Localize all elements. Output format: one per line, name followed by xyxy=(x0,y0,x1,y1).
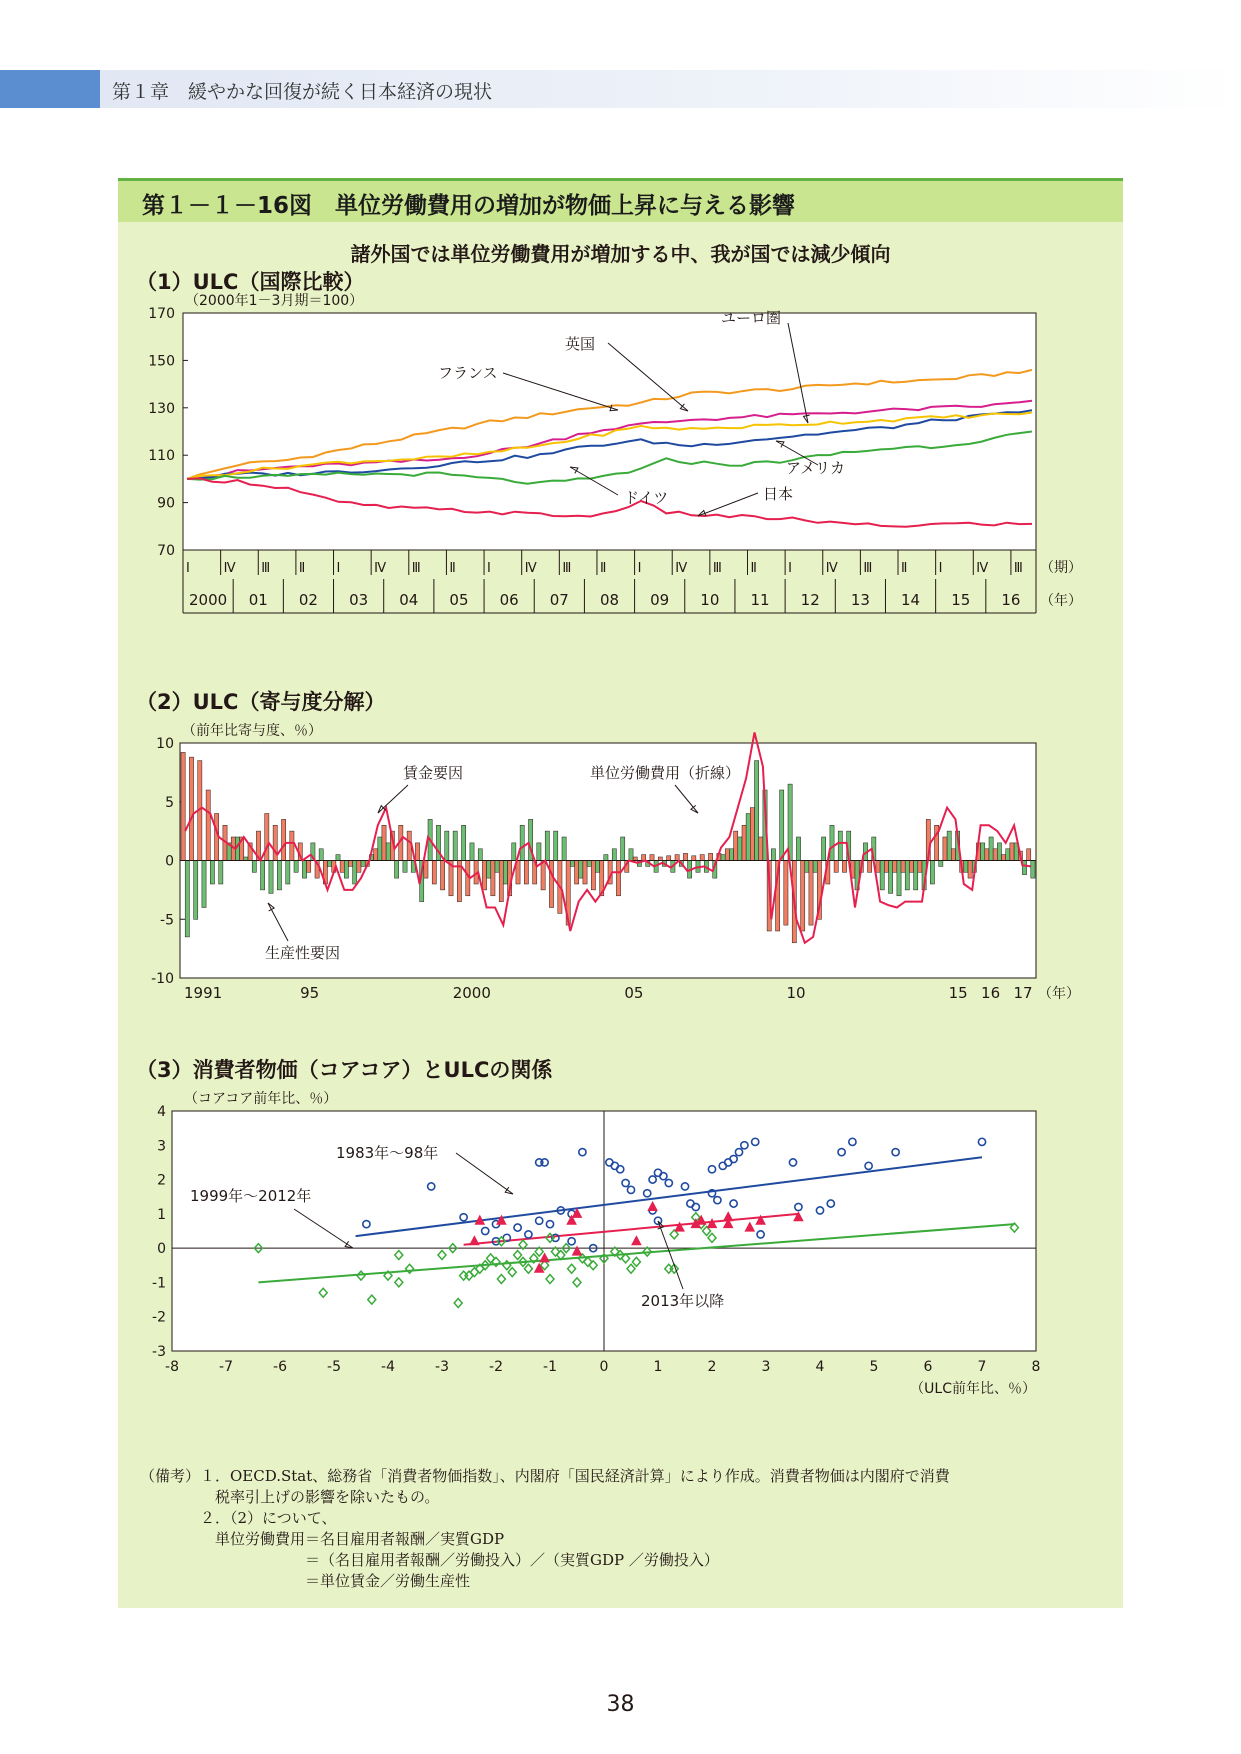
wage-bar xyxy=(189,757,193,860)
productivity-bar xyxy=(587,861,591,867)
year-label: 09 xyxy=(650,591,670,609)
annotation-1983-98: 1983年～98年 xyxy=(336,1144,439,1162)
wage-bar xyxy=(909,861,913,873)
quarter-unit: （期） xyxy=(1040,560,1082,576)
y-tick-label: 110 xyxy=(148,448,175,465)
wage-bar xyxy=(809,861,813,926)
productivity-bar xyxy=(1006,849,1010,861)
year-unit: （年） xyxy=(1040,593,1082,609)
year-label: 14 xyxy=(901,591,921,609)
wage-bar xyxy=(834,861,838,873)
wage-bar xyxy=(349,861,353,867)
year-label: 13 xyxy=(850,591,870,609)
wage-bar xyxy=(918,861,922,873)
x-unit: （年） xyxy=(1038,986,1080,1002)
series-label: ドイツ xyxy=(624,489,669,507)
series-label: フランス xyxy=(438,364,498,382)
wage-bar xyxy=(683,853,687,860)
unit-label: （2000年1－3月期＝100） xyxy=(185,293,364,309)
wage-bar xyxy=(307,861,311,873)
quarter-label: Ⅱ xyxy=(298,561,306,576)
productivity-bar xyxy=(771,849,775,861)
figure-header xyxy=(118,178,1123,222)
section-1-title: （1）ULC（国際比較） xyxy=(136,270,365,294)
x-tick-label: 0 xyxy=(599,1359,609,1375)
productivity-bar xyxy=(210,861,214,885)
x-tick-label: 7 xyxy=(977,1359,987,1375)
productivity-bar xyxy=(838,831,842,860)
figure-panel xyxy=(118,178,1123,1608)
productivity-bar xyxy=(462,825,466,860)
wage-bar xyxy=(491,861,495,896)
year-label: 07 xyxy=(549,591,569,609)
annotation-productivity: 生産性要因 xyxy=(265,944,341,962)
productivity-bar xyxy=(989,837,993,861)
wage-bar xyxy=(340,861,344,873)
series-label: ユーロ圏 xyxy=(721,309,782,327)
productivity-bar xyxy=(947,831,951,860)
productivity-bar xyxy=(964,861,968,873)
quarter-label: Ⅱ xyxy=(750,561,757,576)
y-tick-label: 2 xyxy=(157,1172,166,1189)
chapter-color-tab xyxy=(0,70,100,108)
productivity-bar xyxy=(495,861,499,873)
y-tick-label: 3 xyxy=(157,1138,166,1155)
unit-label: （コアコア前年比、％） xyxy=(184,1091,338,1107)
productivity-bar xyxy=(746,814,750,861)
wage-bar xyxy=(951,849,955,861)
quarter-label: Ⅳ xyxy=(976,561,989,576)
productivity-bar xyxy=(554,831,558,860)
wage-bar xyxy=(591,861,595,890)
productivity-bar xyxy=(378,837,382,861)
productivity-bar xyxy=(537,843,541,861)
x-tick-label: 8 xyxy=(1031,1359,1041,1375)
quarter-label: Ⅳ xyxy=(524,561,537,576)
y-tick-label: 90 xyxy=(157,495,175,512)
wage-bar xyxy=(893,861,897,873)
year-label: 12 xyxy=(800,591,820,609)
wage-bar xyxy=(734,831,738,860)
wage-bar xyxy=(265,814,269,861)
x-tick-label: -5 xyxy=(327,1359,341,1375)
quarter-label: Ⅱ xyxy=(901,561,908,576)
x-tick-label: -2 xyxy=(489,1359,503,1375)
x-axis-label: （ULC前年比、％） xyxy=(910,1381,1036,1397)
page-number: 38 xyxy=(606,1692,635,1717)
productivity-bar xyxy=(478,849,482,861)
year-label: 16 xyxy=(1001,591,1021,609)
series-label: 英国 xyxy=(565,335,596,353)
x-tick-label: -7 xyxy=(219,1359,233,1375)
wage-bar xyxy=(432,861,436,885)
y-tick-label: 0 xyxy=(157,1241,166,1258)
series-label: 日本 xyxy=(763,485,794,503)
productivity-bar xyxy=(277,861,281,890)
annotation-wage: 賃金要因 xyxy=(403,764,464,782)
productivity-bar xyxy=(194,861,198,920)
productivity-bar xyxy=(897,861,901,896)
section-3-title: （3）消費者物価（コアコア）とULCの関係 xyxy=(136,1058,553,1082)
year-label: 10 xyxy=(700,591,720,609)
x-tick-label: 17 xyxy=(1013,984,1033,1002)
quarter-label: Ⅳ xyxy=(675,561,688,576)
productivity-bar xyxy=(805,861,809,873)
note-line: ＝単位賃金／労働生産性 xyxy=(140,1572,471,1590)
wage-bar xyxy=(374,849,378,861)
productivity-bar xyxy=(470,843,474,861)
productivity-bar xyxy=(997,843,1001,861)
wage-bar xyxy=(482,861,486,890)
x-tick-label: 2 xyxy=(707,1359,717,1375)
productivity-bar xyxy=(487,861,491,879)
x-tick-label: 10 xyxy=(786,984,806,1002)
y-tick-label: 5 xyxy=(165,794,174,811)
productivity-bar xyxy=(453,831,457,860)
wage-bar xyxy=(901,861,905,873)
productivity-bar xyxy=(353,861,357,885)
year-label: 15 xyxy=(951,591,971,609)
section-2-title: （2）ULC（寄与度分解） xyxy=(136,690,386,714)
wage-bar xyxy=(616,861,620,896)
wage-bar xyxy=(407,831,411,860)
productivity-bar xyxy=(520,825,524,860)
x-tick-label: -6 xyxy=(273,1359,287,1375)
x-tick-label: 16 xyxy=(981,984,1001,1002)
productivity-bar xyxy=(579,861,583,879)
plot-area xyxy=(183,313,1036,550)
productivity-bar xyxy=(1031,861,1035,879)
wage-bar xyxy=(642,855,646,861)
wage-bar xyxy=(993,849,997,861)
y-tick-label: -5 xyxy=(160,912,174,929)
ulc-decomposition-chart xyxy=(118,723,1123,1048)
quarter-label: Ⅱ xyxy=(599,561,607,576)
quarter-label: Ⅲ xyxy=(411,561,421,576)
quarter-label: Ⅳ xyxy=(374,561,387,576)
wage-bar xyxy=(583,861,587,885)
productivity-bar xyxy=(244,857,248,861)
wage-bar xyxy=(541,861,545,890)
productivity-bar xyxy=(755,761,759,861)
quarter-label: Ⅳ xyxy=(825,561,838,576)
wage-bar xyxy=(868,861,872,873)
year-label: 05 xyxy=(449,591,469,609)
productivity-bar xyxy=(880,861,884,890)
y-tick-label: 170 xyxy=(148,306,175,322)
productivity-bar xyxy=(570,861,574,867)
productivity-bar xyxy=(294,861,298,873)
productivity-bar xyxy=(219,861,223,885)
ulc-international-chart xyxy=(118,293,1123,683)
productivity-bar xyxy=(395,861,399,879)
quarter-label: Ⅲ xyxy=(1013,561,1023,576)
productivity-bar xyxy=(621,837,625,861)
productivity-bar xyxy=(721,855,725,861)
x-tick-label: 2000 xyxy=(452,984,491,1002)
wage-bar xyxy=(675,855,679,861)
wage-bar xyxy=(206,790,210,861)
wage-bar xyxy=(784,861,788,926)
wage-bar xyxy=(633,857,637,861)
x-tick-label: -3 xyxy=(435,1359,449,1375)
wage-bar xyxy=(415,843,419,861)
productivity-bar xyxy=(729,849,733,861)
quarter-label: Ⅰ xyxy=(336,561,341,576)
quarter-label: Ⅲ xyxy=(712,561,722,576)
note-line: ２．（2）について、 xyxy=(140,1509,337,1527)
y-tick-label: -2 xyxy=(152,1309,166,1326)
wage-bar xyxy=(575,861,579,885)
unit-label: （前年比寄与度、％） xyxy=(182,723,322,739)
y-tick-label: 130 xyxy=(148,400,175,417)
year-label: 02 xyxy=(298,591,318,609)
note-line: ＝（名目雇用者報酬／労働投入）／（実質GDP ／労働投入） xyxy=(140,1551,719,1569)
productivity-bar xyxy=(503,861,507,885)
wage-bar xyxy=(884,861,888,873)
productivity-bar xyxy=(889,861,893,894)
productivity-bar xyxy=(939,861,943,867)
productivity-bar xyxy=(403,861,407,873)
productivity-bar xyxy=(344,861,348,879)
note-line: 単位労働費用＝名目雇用者報酬／実質GDP xyxy=(140,1530,505,1548)
productivity-bar xyxy=(822,837,826,861)
annotation-2013: 2013年以降 xyxy=(641,1292,725,1310)
productivity-bar xyxy=(1022,861,1026,875)
annotation-ulc: 単位労働費用（折線） xyxy=(590,764,741,782)
productivity-bar xyxy=(361,861,365,867)
wage-bar xyxy=(750,808,754,861)
productivity-bar xyxy=(252,861,256,873)
wage-bar xyxy=(1027,849,1031,861)
chapter-header xyxy=(0,70,1241,108)
productivity-bar xyxy=(302,861,306,879)
productivity-bar xyxy=(738,837,742,861)
productivity-bar xyxy=(905,861,909,890)
year-label: 06 xyxy=(499,591,519,609)
wage-bar xyxy=(700,855,704,861)
series-label: アメリカ xyxy=(786,459,845,477)
annotation-1999-2012: 1999年～2012年 xyxy=(190,1187,312,1205)
y-tick-label: 1 xyxy=(157,1206,166,1223)
productivity-bar xyxy=(830,825,834,860)
x-tick-label: 5 xyxy=(869,1359,879,1375)
wage-bar xyxy=(801,861,805,932)
y-tick-label: 150 xyxy=(148,353,175,370)
productivity-bar xyxy=(545,831,549,860)
y-tick-label: -1 xyxy=(152,1275,166,1292)
year-label: 11 xyxy=(750,591,770,609)
wage-bar xyxy=(742,825,746,860)
productivity-bar xyxy=(185,861,189,937)
note-line: 税率引上げの影響を除いたもの。 xyxy=(140,1488,440,1506)
wage-bar xyxy=(658,857,662,861)
productivity-bar xyxy=(202,861,206,908)
wage-bar xyxy=(524,861,528,885)
x-tick-label: -8 xyxy=(165,1359,179,1375)
wage-bar xyxy=(692,856,696,861)
figure-title: 第１－１－16図 単位労働費用の増加が物価上昇に与える影響 xyxy=(142,193,796,219)
y-tick-label: -3 xyxy=(152,1344,166,1360)
quarter-label: Ⅰ xyxy=(938,561,943,576)
x-tick-label: -1 xyxy=(543,1359,557,1375)
productivity-bar xyxy=(336,855,340,861)
x-tick-label: 1 xyxy=(653,1359,663,1375)
chapter-title: 第１章 緩やかな回復が続く日本経済の現状 xyxy=(112,81,493,103)
productivity-bar xyxy=(612,849,616,861)
productivity-bar xyxy=(595,861,599,873)
wage-bar xyxy=(424,861,428,879)
productivity-bar xyxy=(930,861,934,885)
wage-bar xyxy=(725,849,729,861)
year-label: 08 xyxy=(599,591,620,609)
y-tick-label: 70 xyxy=(157,543,175,559)
wage-bar xyxy=(759,837,763,861)
y-tick-label: 0 xyxy=(165,853,174,870)
wage-bar xyxy=(549,861,553,908)
productivity-bar xyxy=(562,837,566,861)
x-tick-label: 3 xyxy=(761,1359,771,1375)
note-line: （備考）１．OECD.Stat、総務省「消費者物価指数」、内閣府「国民経済計算」により作成。消費者物価は内閣府で消費 xyxy=(140,1467,950,1485)
productivity-bar xyxy=(319,849,323,861)
quarter-label: Ⅰ xyxy=(186,561,190,576)
x-tick-label: 05 xyxy=(624,984,644,1002)
quarter-label: Ⅲ xyxy=(261,561,271,576)
productivity-bar xyxy=(780,790,784,861)
year-label: 01 xyxy=(248,591,268,609)
wage-bar xyxy=(709,853,713,860)
quarter-label: Ⅲ xyxy=(562,561,572,576)
quarter-label: Ⅱ xyxy=(449,561,456,576)
wage-bar xyxy=(842,861,846,873)
productivity-bar xyxy=(386,843,390,861)
wage-bar xyxy=(1002,855,1006,861)
productivity-bar xyxy=(796,837,800,861)
wage-bar xyxy=(357,861,361,873)
y-tick-label: 10 xyxy=(156,736,174,752)
y-tick-label: 4 xyxy=(157,1104,166,1120)
x-tick-label: 95 xyxy=(300,984,320,1002)
x-tick-label: 1991 xyxy=(184,984,223,1002)
cpi-ulc-scatter-chart xyxy=(118,1091,1123,1456)
x-tick-label: 4 xyxy=(815,1359,825,1375)
quarter-label: Ⅳ xyxy=(223,561,236,576)
productivity-bar xyxy=(445,831,449,860)
wage-bar xyxy=(1010,843,1014,861)
figure-subtitle: 諸外国では単位労働費用が増加する中、我が国では減少傾向 xyxy=(350,242,891,266)
productivity-bar xyxy=(328,861,332,867)
wage-bar xyxy=(382,825,386,860)
productivity-bar xyxy=(269,861,273,894)
wage-bar xyxy=(876,861,880,873)
productivity-bar xyxy=(286,861,290,885)
wage-bar xyxy=(290,831,294,860)
wage-bar xyxy=(282,819,286,860)
wage-bar xyxy=(181,752,185,860)
year-label: 04 xyxy=(399,591,419,609)
productivity-bar xyxy=(512,843,516,861)
x-tick-label: 6 xyxy=(923,1359,933,1375)
wage-bar xyxy=(968,861,972,879)
quarter-label: Ⅰ xyxy=(487,561,491,576)
productivity-bar xyxy=(604,855,608,861)
productivity-bar xyxy=(261,861,265,890)
wage-bar xyxy=(441,861,445,890)
productivity-bar xyxy=(981,843,985,861)
productivity-bar xyxy=(629,849,633,861)
quarter-label: Ⅰ xyxy=(788,561,792,576)
year-label: 2000 xyxy=(188,591,228,609)
quarter-label: Ⅰ xyxy=(637,561,642,576)
wage-bar xyxy=(650,855,654,861)
wage-bar xyxy=(943,837,947,861)
x-tick-label: -4 xyxy=(381,1359,395,1375)
wage-bar xyxy=(667,856,671,861)
year-label: 03 xyxy=(349,591,369,609)
productivity-bar xyxy=(813,861,817,873)
quarter-label: Ⅲ xyxy=(863,561,873,576)
productivity-bar xyxy=(914,861,918,890)
notes xyxy=(140,1466,950,1592)
wage-bar xyxy=(499,861,503,902)
x-tick-label: 15 xyxy=(948,984,968,1002)
y-tick-label: -10 xyxy=(151,971,174,987)
wage-bar xyxy=(985,849,989,861)
